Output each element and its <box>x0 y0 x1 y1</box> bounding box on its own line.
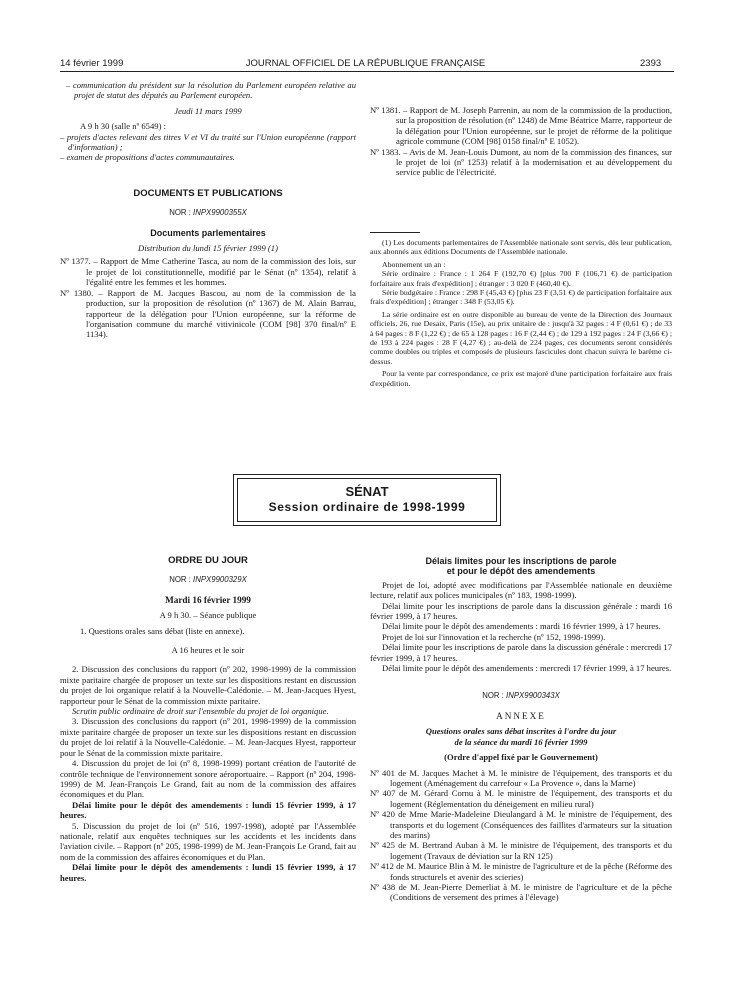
question-entry: Nº 420 de Mme Marie-Madeleine Dieulangard à M. le ministre de l'équipement, des transports et du logement (Conséquences des faillites d'armateurs sur la situation des marins) <box>370 809 672 840</box>
annexe-heading: ANNEXE <box>496 710 546 721</box>
senat-title: SÉNAT <box>345 484 389 499</box>
annexe-nor <box>370 691 672 701</box>
delais-paragraph: Projet de loi sur l'innovation et la recherche (nº 152, 1998-1999). <box>382 631 606 642</box>
agenda-date: Jeudi 11 mars 1999 <box>174 105 242 116</box>
agenda-item: – projets d'actes relevant des titres V et VI du traité sur l'Union européenne (rapport d'information) ; <box>60 131 356 153</box>
question-entry: Nº 401 de M. Jacques Machet à M. le ministre de l'équipement, des transports et du logement (Aménagement du carrefour « La Provence », dans la Marne) <box>370 767 672 788</box>
documents-subheading: Documents parlementaires <box>150 227 266 238</box>
senat-subtitle: Session ordinaire de 1998-1999 <box>268 500 466 514</box>
delais-heading: Délais limites pour les inscriptions de parole <box>425 556 617 566</box>
annexe-title: de la séance du mardi 16 février 1999 <box>454 736 588 747</box>
agenda-time: A 9 h 30 (salle nº 6549) : <box>80 121 166 132</box>
document-entry: Nº 1380. – Rapport de M. Jacques Bascou, au nom de la commission de la production, sur la proposition de résolution (nº 1367) de M. Alain Barrau, rapporteur de la délégation pour l'Union européenne, sur la réforme de l'organisation commune du marché vitivinicole (COM [98] 370 final/nº E 1134). <box>60 287 356 340</box>
agenda-item: – examen de propositions d'actes communautaires. <box>60 152 235 163</box>
footnote-text: Abonnement un an : <box>382 259 446 269</box>
delais-heading: et pour le dépôt des amendements <box>446 566 596 577</box>
ordre-item: Délai limite pour le dépôt des amendements : lundi 15 février 1999, à 17 heures. <box>60 862 356 883</box>
delais-paragraph: Délai limite pour le dépôt des amendements : mercredi 17 février 1999, à 17 heures. <box>382 663 672 674</box>
nor-code: INPX9900343X <box>506 691 560 701</box>
nor-label: NOR : <box>169 575 191 585</box>
top-left-column <box>60 80 356 340</box>
documents-nor <box>60 208 356 218</box>
document-entry: Nº 1383. – Avis de M. Jean-Louis Dumont, au nom de la commission des finances, sur le projet de loi (nº 1253) relatif à la modernisation et au développement du service public de l'électricité. <box>370 146 672 178</box>
ordre-item: 2. Discussion des conclusions du rapport (nº 202, 1998-1999) de la commission mixte paritaire chargée de proposer un texte sur les dispositions restant en discussion du projet de loi organique relatif à la Nouvelle-Calédonie. – M. Jean-Jacques Hyest, rapporteur pour le Sénat de la commission mixte paritaire. <box>60 664 356 706</box>
ordre-item: 3. Discussion des conclusions du rapport (nº 201, 1998-1999) de la commission mixte paritaire chargée de proposer un texte sur les dispositions restant en discussion du projet de loi relatif à la Nouvelle-Calédonie. – M. Jean-Jacques Hyest, rapporteur pour le Sénat de la commission mixte paritaire. <box>60 716 356 758</box>
agenda-item: – communication du président sur la résolution du Parlement européen relative au projet de statut des députés au Parlement européen. <box>66 80 356 101</box>
ordre-item: Scrutin public ordinaire de droit sur l'ensemble du projet de loi organique. <box>72 706 329 717</box>
header-date: 14 février 1999 <box>60 58 124 69</box>
header-journal: JOURNAL OFFICIEL DE LA RÉPUBLIQUE FRANÇAISE <box>245 58 486 69</box>
footnote-text: Pour la vente par correspondance, ce prix est majoré d'une participation forfaitaire aux frais d'expédition. <box>370 369 672 388</box>
top-right-column <box>370 105 672 178</box>
question-entry: Nº 425 de M. Bertrand Auban à M. le ministre de l'équipement, des transports et du logement (Travaux de déviation sur la RN 125) <box>370 840 672 861</box>
footnote <box>370 238 672 388</box>
ordre-item: 1. Questions orales sans débat (liste en annexe). <box>80 625 245 636</box>
question-entry: Nº 407 de M. Gérard Cornu à M. le ministre de l'équipement, des transports et du logement (Réglementation du déneigement en milieu rural) <box>370 788 672 809</box>
ordre-du-jour-column <box>60 556 356 883</box>
ordre-heading: ORDRE DU JOUR <box>168 555 248 566</box>
ordre-item: Délai limite pour le dépôt des amendements : lundi 15 février 1999, à 17 heures. <box>60 799 356 821</box>
footnote-text: La série ordinaire est en outre disponible au bureau de vente de la Direction des Journaux officiels, 26, rue Desaix, Paris (15e), au prix unitaire de : jusqu'à 32 pages : 4 F (0,61 €) ; de 33 à 64 pages : 8 F (1,22 €) ; de 65 à 128 pages : 16 F (2,44 €) ; de 129 à 192 pages : 24 F (3,66 €) ; de 193 à 224 pages : 28 F (4,27 €) ; au-delà de 224 pages, ces documents seront considérés comme doubles ou triples et composés de plusieurs fascicules dont chacun suivra le barème ci-dessus. <box>370 309 672 366</box>
nor-code: INPX9900329X <box>193 575 247 585</box>
annexe-title: Questions orales sans débat inscrites à l'ordre du jour <box>425 726 617 737</box>
nor-code: INPX9900355X <box>193 208 247 218</box>
ordre-nor <box>60 575 356 585</box>
delais-paragraph: Projet de loi, adopté avec modifications par l'Assemblée nationale en deuxième lecture, relatif aux polices municipales (nº 183, 1998-1999). <box>370 579 672 601</box>
footnote-rule <box>370 232 420 233</box>
footnote-text: (1) Les documents parlementaires de l'Assemblée nationale sont servis, dès leur publication, aux abonnés aux éditions Documents de l'Assemblée nationale. <box>370 238 672 257</box>
document-entry: Nº 1381. – Rapport de M. Joseph Parrenin, au nom de la commission de la production, sur la proposition de résolution (nº 1248) de Mme Béatrice Marre, rapporteur de la délégation pour l'Union européenne, sur le projet de réforme de la politique agricole commune (COM [98] 0158 final/nº E 1052). <box>370 105 672 147</box>
nor-label: NOR : <box>482 691 504 701</box>
footnote-text: Série budgétaire : France : 298 F (45,43 €) [plus 23 F (3,51 €) de participation forfaitaire aux frais d'expédition] ; étranger : 348 F (53,05 €). <box>370 288 672 307</box>
ordre-item: 5. Discussion du projet de loi (nº 516, 1997-1998), adopté par l'Assemblée nationale, relatif aux enquêtes techniques sur les accidents et les incidents dans l'aviation civile. – Rapport (nº 205, 1998-1999) de M. Jean-François Le Grand, fait au nom de la commission des affaires économiques et du Plan. <box>60 820 356 862</box>
nor-label: NOR : <box>169 208 191 218</box>
ordre-item: 4. Discussion du projet de loi (nº 8, 1998-1999) portant création de l'autorité de contrôle technique de l'environnement sonore aéroportuaire. – Rapport (nº 204, 1998-1999) de M. Jean-François Le Grand, fait au nom de la commission des affaires économiques et du Plan. <box>60 758 356 800</box>
annexe-order: (Ordre d'appel fixé par le Gouvernement) <box>444 752 598 763</box>
delais-paragraph: Délai limite pour les inscriptions de parole dans la discussion générale : mercredi 17 février 1999, à 17 heures. <box>370 642 672 663</box>
question-entry: Nº 438 de M. Jean-Pierre Demerliat à M. le ministre de l'agriculture et de la pêche (Conditions de versement des primes à l'élevage) <box>370 881 672 903</box>
ordre-time: A 16 heures et le soir <box>171 645 245 656</box>
ordre-time: A 9 h 30. – Séance publique <box>159 610 257 621</box>
delais-paragraph: Délai limite pour les inscriptions de parole dans la discussion générale : mardi 16 février 1999, à 17 heures. <box>370 600 672 622</box>
documents-heading: DOCUMENTS ET PUBLICATIONS <box>133 187 283 199</box>
delais-column <box>370 556 672 903</box>
ordre-date: Mardi 16 février 1999 <box>165 594 251 605</box>
senat-banner <box>233 474 501 526</box>
document-entry: Nº 1377. – Rapport de Mme Catherine Tasca, au nom de la commission des lois, sur le projet de loi constitutionnelle, modifié par le Sénat (nº 1354), relatif à l'égalité entre les femmes et les hommes. <box>60 256 356 288</box>
question-entry: Nº 412 de M. Maurice Blin à M. le ministre de l'agriculture et de la pêche (Réforme des fonds structurels et avenir des scieries) <box>370 861 672 882</box>
header-page-number: 2393 <box>640 58 662 69</box>
header-rule <box>60 71 674 72</box>
distribution-date: Distribution du lundi 15 février 1999 (1) <box>138 243 278 254</box>
delais-paragraph: Délai limite pour le dépôt des amendements : mardi 16 février 1999, à 17 heures. <box>382 621 661 632</box>
footnote-text: Série ordinaire : France : 1 264 F (192,70 €) [plus 700 F (106,71 €) de participation forfaitaire aux frais d'expédition] ; étranger : 3 020 F (460,40 €). <box>370 269 672 288</box>
